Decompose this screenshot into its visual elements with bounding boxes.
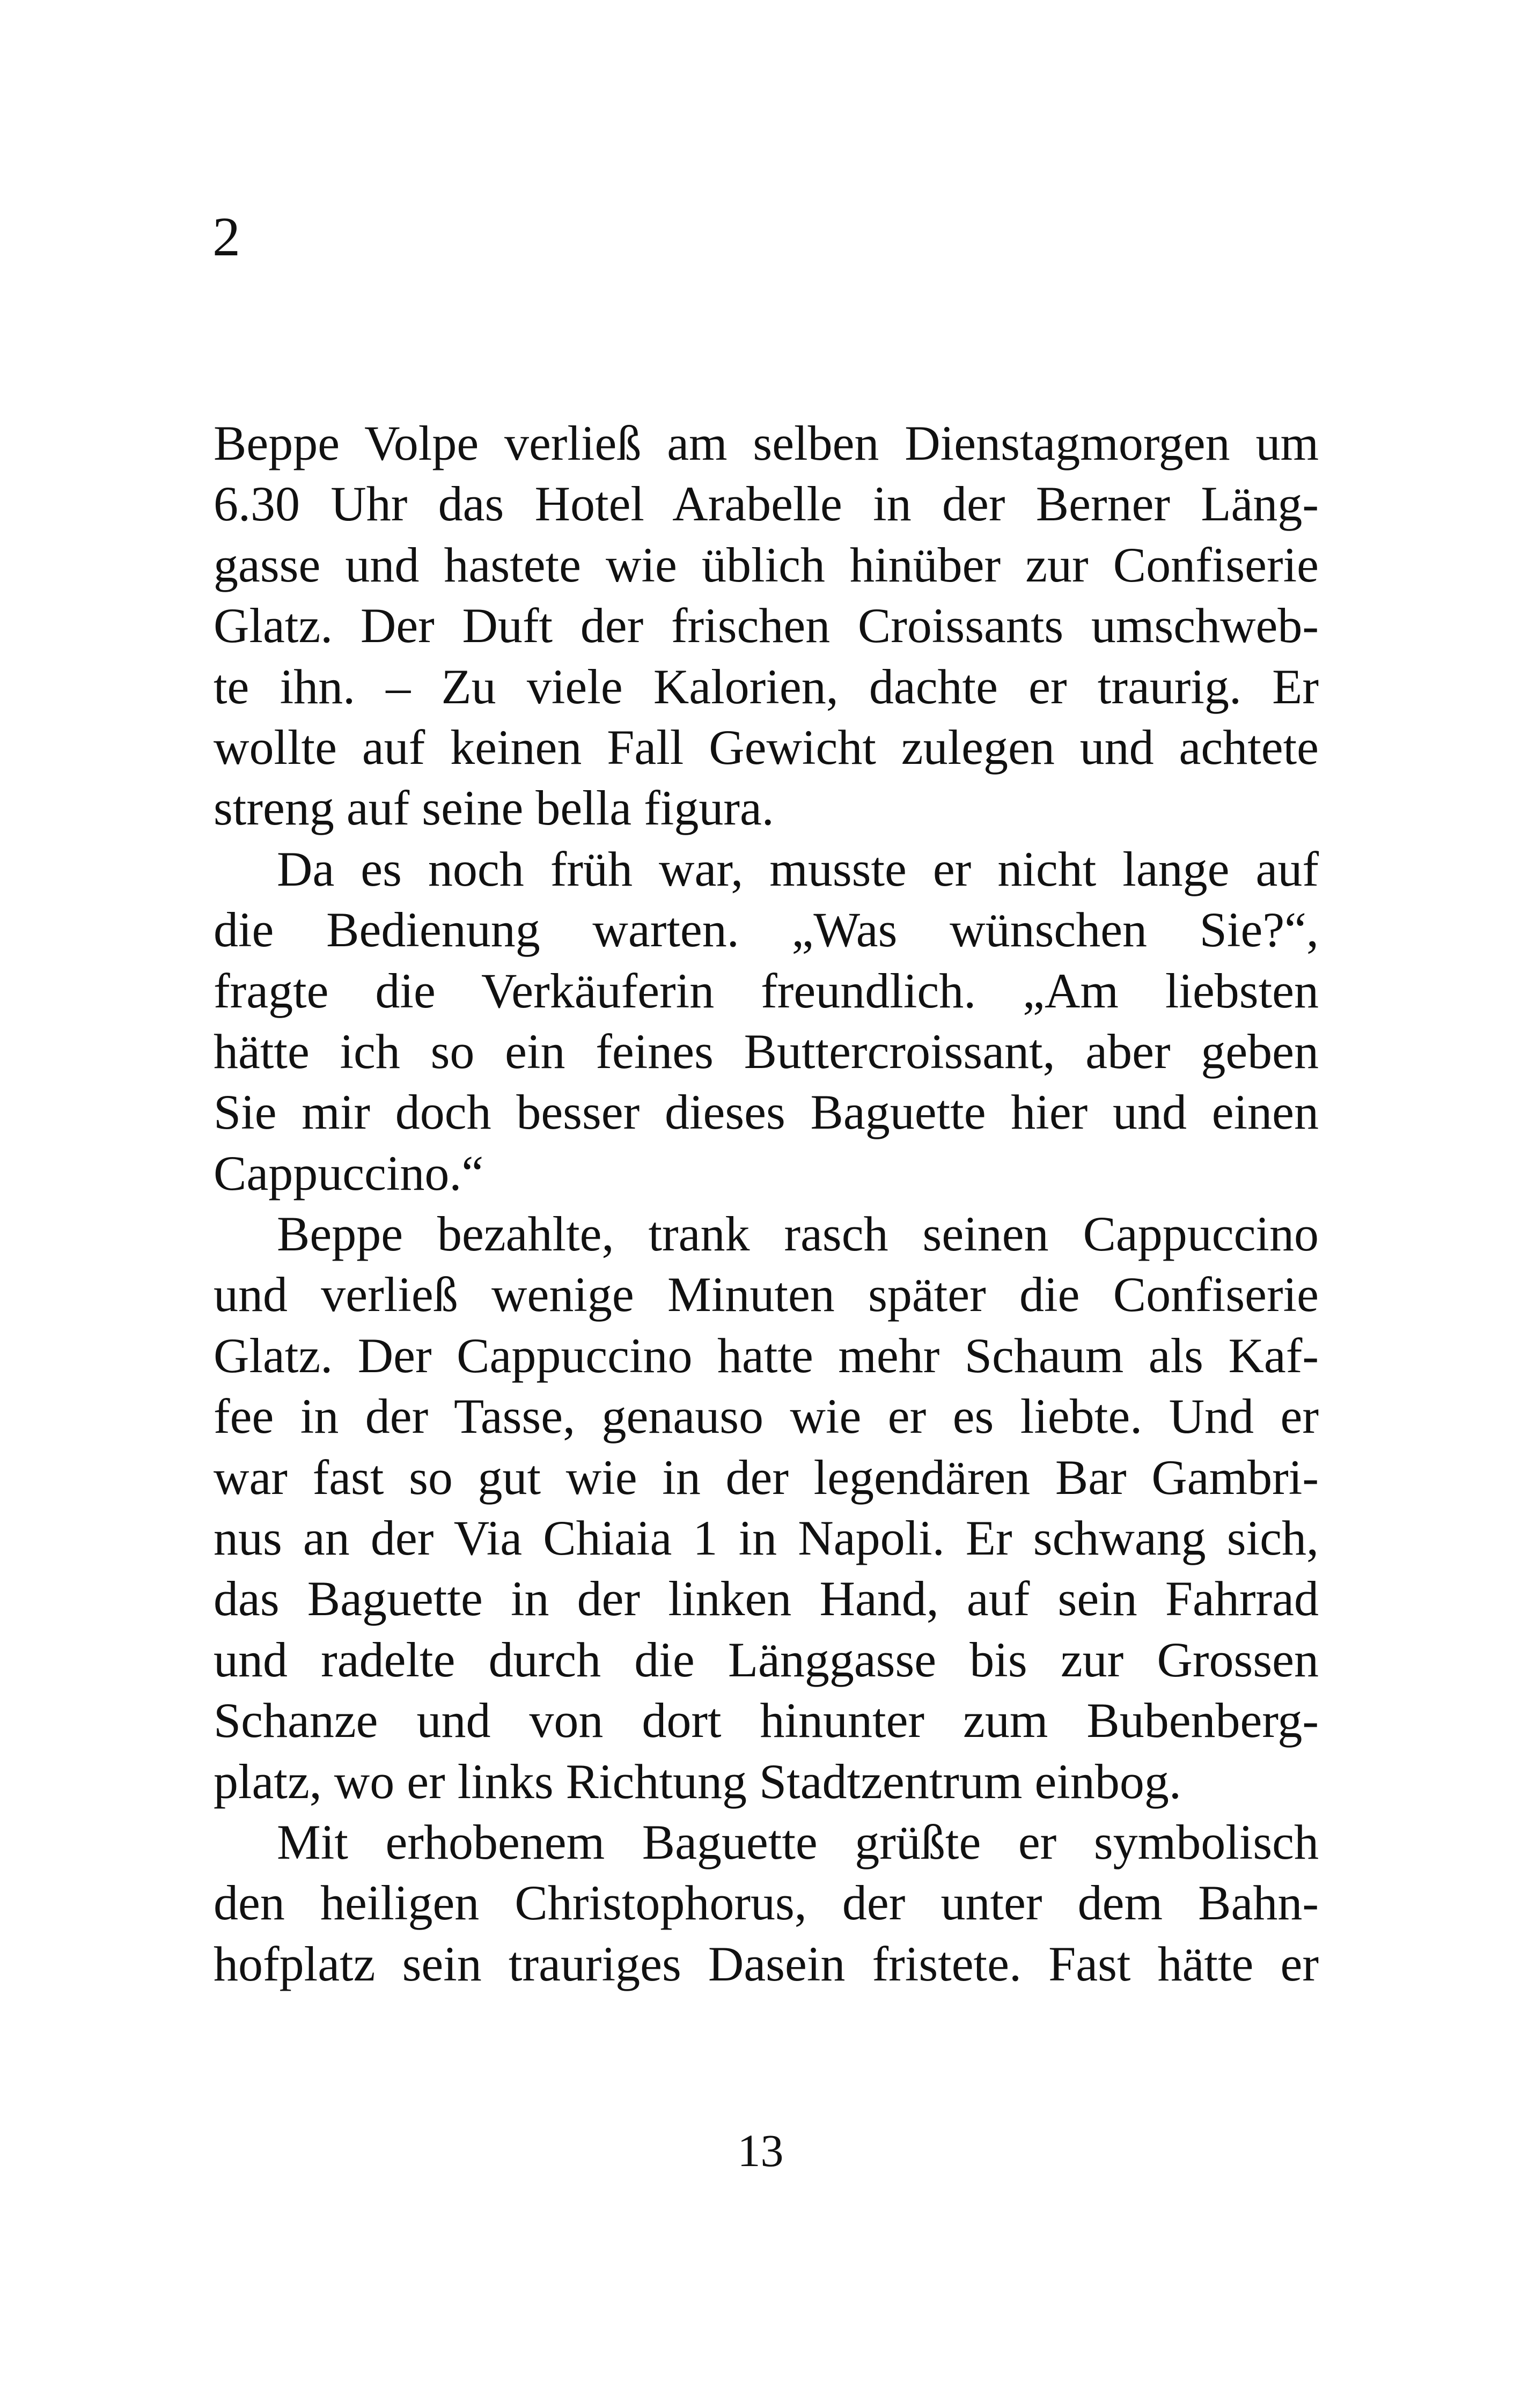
text-line: Da es noch früh war, musste er nicht lange auf xyxy=(277,841,1319,896)
text-line: te ihn. – Zu viele Kalorien, dachte er traurig. Er xyxy=(214,659,1319,714)
text-line: platz, wo er links Richtung Stadtzentrum einbog. xyxy=(214,1754,1181,1809)
text-line: wollte auf keinen Fall Gewicht zulegen und achtete xyxy=(214,719,1319,775)
text-line: gasse und hastete wie üblich hinüber zur Confiserie xyxy=(214,537,1319,592)
text-line: 6.30 Uhr das Hotel Arabelle in der Berner Läng- xyxy=(214,476,1319,532)
text-line: Beppe bezahlte, trank rasch seinen Cappuccino xyxy=(277,1206,1319,1262)
text-line: den heiligen Christophorus, der unter dem Bahn- xyxy=(214,1875,1319,1931)
text-line: das Baguette in der linken Hand, auf sein Fahrrad xyxy=(214,1571,1319,1626)
text-line: Schanze und von dort hinunter zum Bubenberg- xyxy=(214,1693,1319,1748)
page-number: 13 xyxy=(737,2125,784,2176)
text-line: fragte die Verkäuferin freundlich. „Am liebsten xyxy=(214,963,1319,1018)
text-line: Glatz. Der Duft der frischen Croissants umschweb- xyxy=(214,598,1319,653)
text-line: Cappuccino.“ xyxy=(214,1145,484,1201)
text-line: und radelte durch die Länggasse bis zur Grossen xyxy=(214,1632,1319,1687)
text-line: fee in der Tasse, genauso wie er es liebte. Und er xyxy=(214,1389,1319,1444)
text-line: Glatz. Der Cappuccino hatte mehr Schaum als Kaf- xyxy=(214,1328,1319,1383)
text-line: hofplatz sein trauriges Dasein fristete. Fast hätte er xyxy=(214,1936,1319,1991)
text-line: nus an der Via Chiaia 1 in Napoli. Er schwang sich, xyxy=(214,1511,1319,1566)
text-line: Beppe Volpe verließ am selben Dienstagmorgen um xyxy=(214,416,1319,470)
body-text xyxy=(214,413,1319,1994)
text-line: und verließ wenige Minuten später die Confiserie xyxy=(214,1267,1319,1322)
text-line: hätte ich so ein feines Buttercroissant, aber geben xyxy=(214,1023,1319,1079)
text-line: war fast so gut wie in der legendären Bar Gambri- xyxy=(214,1449,1319,1505)
text-line: streng auf seine bella figura. xyxy=(214,780,774,836)
text-line: Mit erhobenem Baguette grüßte er symbolisch xyxy=(277,1814,1319,1869)
text-line: die Bedienung warten. „Was wünschen Sie?“, xyxy=(214,902,1319,958)
text-line: Sie mir doch besser dieses Baguette hier und einen xyxy=(214,1085,1319,1140)
chapter-number: 2 xyxy=(212,206,240,268)
